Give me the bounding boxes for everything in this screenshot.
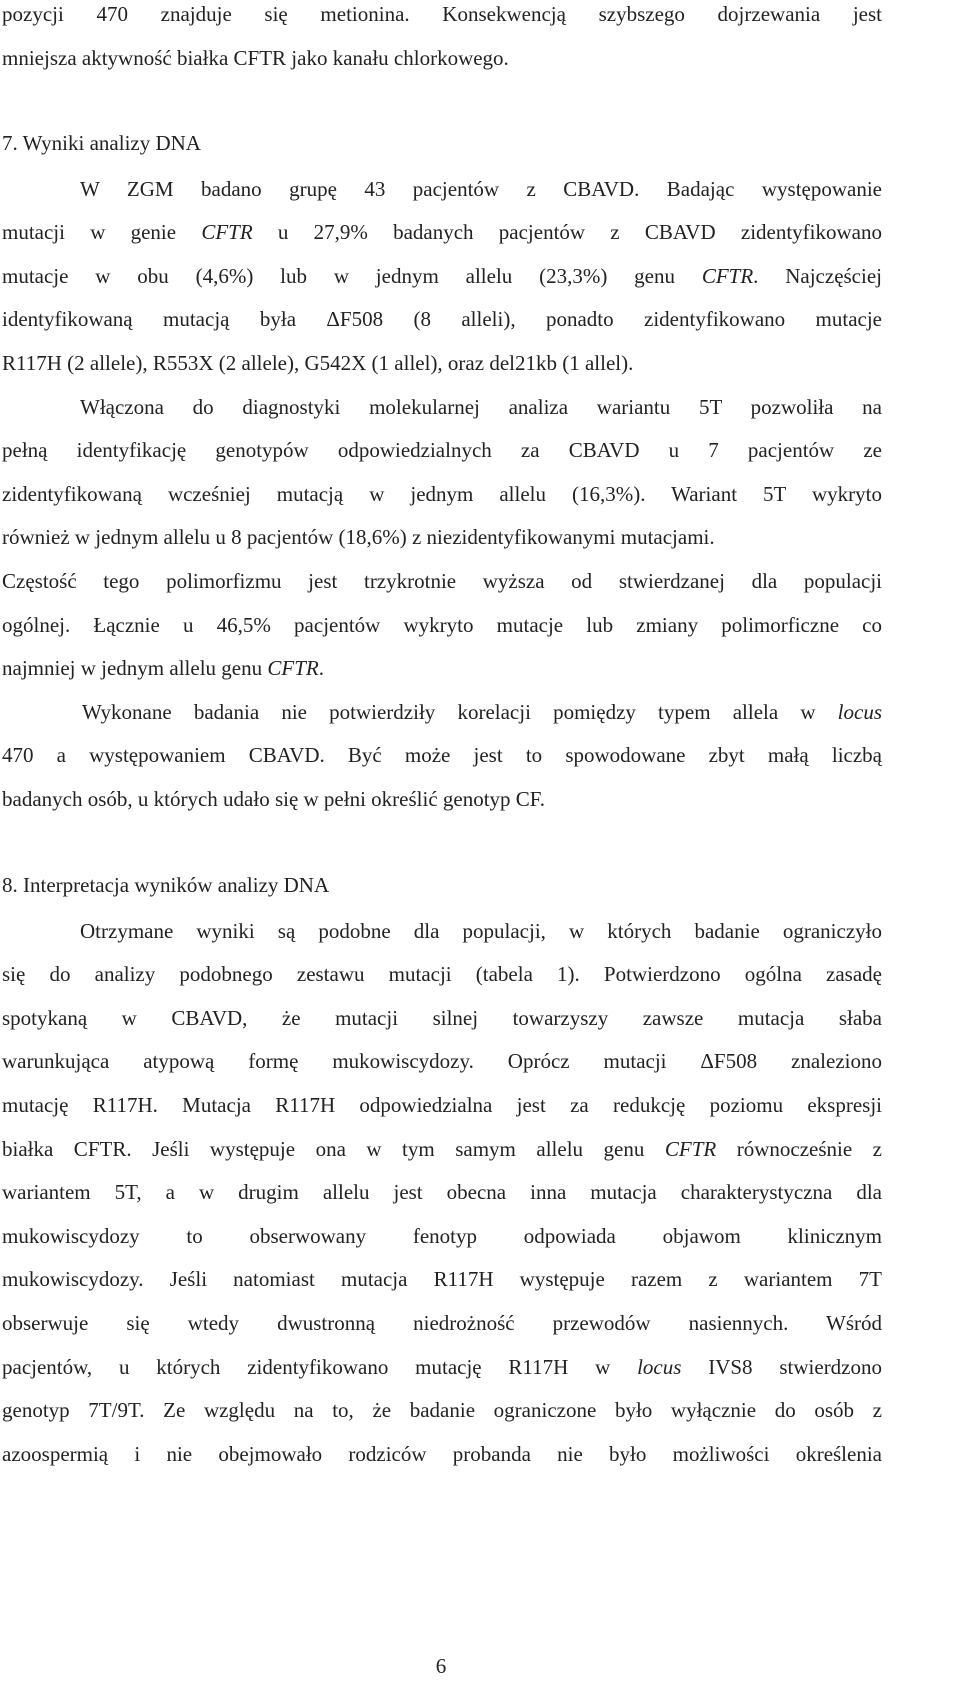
text-run: najmniej w jednym allelu genu: [2, 656, 268, 680]
text-line: [2, 1396, 882, 1424]
text-run: wariantem 5T, a w drugim allelu jest obecna inna mutacja charakterystyczna dla: [2, 1180, 882, 1204]
text-run: równocześnie z: [716, 1137, 882, 1161]
text-line: [80, 393, 882, 421]
text-run: się do analizy podobnego zestawu mutacji (tabela 1). Potwierdzono ogólna zasadę: [2, 962, 882, 986]
text-run: mutacje w obu (4,6%) lub w jednym allelu (23,3%) genu: [2, 264, 702, 288]
text-run: pozycji 470 znajduje się metionina. Konsekwencją szybszego dojrzewania jest: [2, 2, 882, 26]
text-line: [2, 436, 882, 464]
text-run: .: [318, 656, 324, 680]
text-line: [2, 1047, 882, 1075]
text-line: [2, 1353, 882, 1381]
text-line: [2, 349, 882, 377]
italic-term: locus: [637, 1355, 682, 1379]
text-run: mukowiscydozy to obserwowany fenotyp odpowiada objawom klinicznym: [2, 1224, 882, 1248]
text-run: również w jednym allelu u 8 pacjentów (18,6%) z niezidentyfikowanymi mutacjami.: [2, 525, 715, 549]
text-run: azoospermią i nie obejmowało rodziców probanda nie było możliwości określenia: [2, 1442, 882, 1466]
text-line: [2, 1135, 882, 1163]
text-run: obserwuje się wtedy dwustronną niedrożność przewodów nasiennych. Wśród: [2, 1311, 882, 1335]
text-run: . Najczęściej: [753, 264, 882, 288]
text-line: [2, 1309, 882, 1337]
text-run: zidentyfikowaną wcześniej mutacją w jednym allelu (16,3%). Wariant 5T wykryto: [2, 482, 882, 506]
text-run: badanych osób, u których udało się w pełni określić genotyp CF.: [2, 787, 546, 811]
text-line: [2, 523, 882, 551]
text-run: białka CFTR. Jeśli występuje ona w tym samym allelu genu: [2, 1137, 665, 1161]
italic-term: CFTR: [267, 656, 319, 680]
text-line: [2, 785, 882, 813]
text-run: pacjentów, u których zidentyfikowano mutację R117H w: [2, 1355, 638, 1379]
text-line: [2, 611, 882, 639]
text-line: [80, 175, 882, 203]
text-run: spotykaną w CBAVD, że mutacji silnej towarzyszy zawsze mutacja słaba: [2, 1006, 882, 1030]
text-line: [2, 1265, 882, 1293]
text-line: [2, 0, 882, 28]
text-run: ogólnej. Łącznie u 46,5% pacjentów wykryto mutacje lub zmiany polimorficzne co: [2, 613, 882, 637]
text-run: W ZGM badano grupę 43 pacjentów z CBAVD. Badając występowanie: [80, 177, 882, 201]
text-line: [80, 917, 882, 945]
text-run: mutację R117H. Mutacja R117H odpowiedzialna jest za redukcję poziomu ekspresji: [2, 1093, 882, 1117]
text-line: [2, 305, 882, 333]
italic-term: CFTR: [664, 1137, 717, 1161]
italic-term: CFTR: [201, 220, 253, 244]
text-line: [2, 1178, 882, 1206]
text-line: [2, 654, 882, 682]
text-line: [2, 1091, 882, 1119]
page-number: 6: [435, 1654, 447, 1678]
text-run: warunkująca atypową formę mukowiscydozy. Oprócz mutacji ΔF508 znaleziono: [2, 1049, 882, 1073]
section-heading: 8. Interpretacja wyników analizy DNA: [2, 873, 330, 897]
text-line: [2, 567, 882, 595]
text-line: [2, 44, 882, 72]
text-run: Włączona do diagnostyki molekularnej analiza wariantu 5T pozwoliła na: [80, 395, 882, 419]
text-run: pełną identyfikację genotypów odpowiedzialnych za CBAVD u 7 pacjentów ze: [2, 438, 882, 462]
text-run: genotyp 7T/9T. Ze względu na to, że badanie ograniczone było wyłącznie do osób z: [2, 1398, 882, 1422]
text-line: [2, 1004, 882, 1032]
text-run: Otrzymane wyniki są podobne dla populacji, w których badanie ograniczyło: [80, 919, 882, 943]
text-run: Częstość tego polimorfizmu jest trzykrotnie wyższa od stwierdzanej dla populacji: [2, 569, 882, 593]
text-run: u 27,9% badanych pacjentów z CBAVD zidentyfikowano: [252, 220, 882, 244]
italic-term: CFTR: [701, 264, 754, 288]
text-line: [2, 218, 882, 246]
italic-term: locus: [837, 700, 882, 724]
text-line: [82, 698, 882, 726]
section-heading: 7. Wyniki analizy DNA: [2, 131, 201, 155]
text-run: mutacji w genie: [2, 220, 202, 244]
text-run: R117H (2 allele), R553X (2 allele), G542X (1 allel), oraz del21kb (1 allel).: [2, 351, 634, 375]
text-line: [2, 262, 882, 290]
text-run: identyfikowaną mutacją była ΔF508 (8 alleli), ponadto zidentyfikowano mutacje: [2, 307, 882, 331]
text-line: [2, 960, 882, 988]
text-line: [2, 1222, 882, 1250]
text-line: [2, 1440, 882, 1468]
text-run: IVS8 stwierdzono: [681, 1355, 883, 1379]
text-line: [2, 480, 882, 508]
text-run: Wykonane badania nie potwierdziły korelacji pomiędzy typem allela w: [82, 700, 838, 724]
text-line: [2, 741, 882, 769]
text-run: 470 a występowaniem CBAVD. Być może jest to spowodowane zbyt małą liczbą: [2, 743, 882, 767]
text-run: mniejsza aktywność białka CFTR jako kanału chlorkowego.: [2, 46, 509, 70]
text-run: mukowiscydozy. Jeśli natomiast mutacja R117H występuje razem z wariantem 7T: [2, 1267, 882, 1291]
